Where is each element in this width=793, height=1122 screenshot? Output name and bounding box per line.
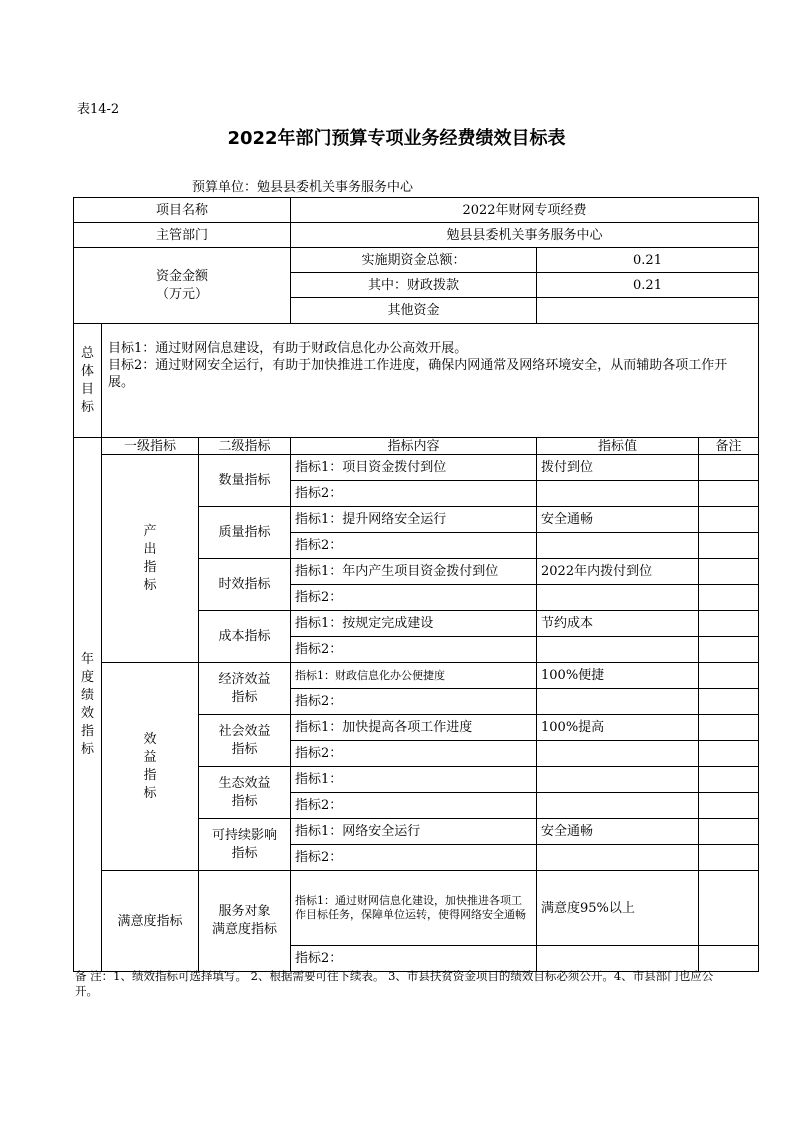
output-indicator-label	[102, 455, 199, 663]
indicator-value	[537, 533, 699, 559]
indicator-remark	[699, 507, 759, 533]
char: 标	[80, 741, 94, 757]
indicator-value	[537, 793, 699, 819]
col-header-content: 指标内容	[291, 438, 537, 455]
char: 指	[143, 559, 157, 575]
table-number: 表14-2	[77, 102, 120, 117]
fiscal-funds-value: 0.21	[537, 273, 759, 298]
level2-name	[199, 663, 291, 715]
indicator-content: 指标2：	[291, 845, 537, 871]
indicator-value	[537, 585, 699, 611]
indicator-remark	[699, 793, 759, 819]
indicator-content: 指标1：按规定完成建设	[291, 611, 537, 637]
indicator-value	[537, 689, 699, 715]
char: 总	[80, 345, 94, 361]
col-header-remark: 备注	[699, 438, 759, 455]
col-header-value: 指标值	[537, 438, 699, 455]
char: 标	[143, 785, 157, 801]
char: 度	[80, 669, 94, 685]
char: 绩	[80, 687, 94, 703]
indicator-value: 安全通畅	[537, 507, 699, 533]
project-name-label: 项目名称	[74, 198, 291, 223]
funds-label-line2: （万元）	[155, 286, 208, 302]
char: 效	[143, 731, 157, 747]
indicator-remark	[699, 585, 759, 611]
indicator-content: 指标1：财政信息化办公便捷度	[291, 663, 537, 689]
indicator-content: 指标2：	[291, 689, 537, 715]
level2-name-line1: 可持续影响	[211, 827, 277, 843]
char: 指	[80, 723, 94, 739]
level2-name-line1: 生态效益	[218, 775, 271, 791]
indicator-content: 指标2：	[291, 585, 537, 611]
satisfaction-indicator-label: 满意度指标	[102, 871, 199, 972]
fiscal-funds-label: 其中：财政拨款	[291, 273, 537, 298]
page-title: 2022年部门预算专项业务经费绩效目标表	[227, 128, 566, 149]
level2-name-line2: 指标	[231, 793, 258, 809]
indicator-remark	[699, 741, 759, 767]
col-header-level2: 二级指标	[199, 438, 291, 455]
indicator-value	[537, 946, 699, 972]
total-funds-value: 0.21	[537, 248, 759, 273]
char: 效	[80, 705, 94, 721]
budget-unit	[192, 176, 413, 195]
funds-label-line1: 资金金额	[155, 268, 208, 284]
indicator-value	[537, 481, 699, 507]
indicator-value	[537, 767, 699, 793]
indicator-content: 指标1：加快提高各项工作进度	[291, 715, 537, 741]
indicator-content: 指标2：	[291, 946, 537, 972]
total-funds-label: 实施期资金总额：	[291, 248, 537, 273]
dept-label: 主管部门	[74, 223, 291, 248]
indicator-value	[537, 845, 699, 871]
level2-name-line2: 指标	[231, 845, 258, 861]
overall-goal-text	[102, 324, 759, 438]
dept-value: 勉县县委机关事务服务中心	[291, 223, 759, 248]
indicator-remark	[699, 611, 759, 637]
char: 出	[143, 541, 157, 557]
indicator-value: 节约成本	[537, 611, 699, 637]
indicator-content: 指标1：项目资金拨付到位	[291, 455, 537, 481]
budget-unit-value: 勉县县委机关事务服务中心	[257, 180, 414, 195]
benefit-indicator-label	[102, 663, 199, 871]
col-header-level1: 一级指标	[102, 438, 199, 455]
indicator-value: 拨付到位	[537, 455, 699, 481]
project-name-value: 2022年财网专项经费	[291, 198, 759, 223]
indicator-content: 指标1：通过财网信息化建设，加快推进各项工作目标任务，保障单位运转，使得网络安全通畅	[291, 871, 537, 946]
level2-name-line2: 指标	[231, 741, 258, 757]
other-funds-label: 其他资金	[291, 298, 537, 324]
indicator-value: 安全通畅	[537, 819, 699, 845]
level2-name-line1: 社会效益	[218, 723, 271, 739]
performance-table	[73, 197, 759, 972]
level2-name: 质量指标	[199, 507, 291, 559]
overall-goal-label	[74, 324, 102, 438]
level2-name	[199, 871, 291, 972]
indicator-remark	[699, 767, 759, 793]
indicator-content: 指标1：网络安全运行	[291, 819, 537, 845]
char: 益	[143, 749, 157, 765]
indicator-value: 满意度95%以上	[537, 871, 699, 946]
indicator-value: 100%便捷	[537, 663, 699, 689]
indicator-remark	[699, 819, 759, 845]
indicator-remark	[699, 946, 759, 972]
char: 目	[80, 381, 94, 397]
level2-name	[199, 767, 291, 819]
indicator-remark	[699, 689, 759, 715]
indicator-remark	[699, 663, 759, 689]
indicator-content: 指标1：年内产生项目资金拨付到位	[291, 559, 537, 585]
level2-name: 数量指标	[199, 455, 291, 507]
char: 产	[143, 523, 157, 539]
char: 标	[143, 577, 157, 593]
indicator-remark	[699, 533, 759, 559]
indicator-content: 指标2：	[291, 533, 537, 559]
indicator-remark	[699, 481, 759, 507]
level2-name-line1: 服务对象	[218, 904, 271, 919]
indicator-value	[537, 741, 699, 767]
indicator-remark	[699, 637, 759, 663]
level2-name-line2: 指标	[231, 689, 258, 705]
level2-name-line1: 经济效益	[218, 671, 271, 687]
indicator-content: 指标1：	[291, 767, 537, 793]
funds-label	[74, 248, 291, 324]
indicator-remark	[699, 845, 759, 871]
indicator-content: 指标2：	[291, 741, 537, 767]
indicator-content: 指标2：	[291, 481, 537, 507]
indicator-content: 指标2：	[291, 793, 537, 819]
level2-name: 成本指标	[199, 611, 291, 663]
annual-indicator-label	[74, 438, 102, 972]
level2-name	[199, 715, 291, 767]
indicator-remark	[699, 559, 759, 585]
indicator-value: 100%提高	[537, 715, 699, 741]
goal-line-1: 目标1：通过财网信息建设，有助于财政信息化办公高效开展。	[108, 341, 468, 356]
indicator-remark	[699, 715, 759, 741]
indicator-value: 2022年内拨付到位	[537, 559, 699, 585]
level2-name	[199, 819, 291, 871]
indicator-remark	[699, 455, 759, 481]
char: 指	[143, 767, 157, 783]
char: 标	[80, 399, 94, 415]
footnote: 备 注：1、绩效指标可选择填写。 2、根据需要可往下续表。 3、市县扶贫资金项目的绩效目标必须公开。4、市县部门也应公开。	[75, 969, 714, 998]
indicator-content: 指标2：	[291, 637, 537, 663]
budget-unit-label: 预算单位：	[192, 180, 258, 195]
goal-line-2: 目标2：通过财网安全运行，有助于加快推进工作进度，确保内网通常及网络环境安全，从而辅助各项工作开展。	[108, 358, 728, 390]
char: 体	[80, 363, 94, 379]
indicator-remark	[699, 871, 759, 946]
level2-name-line2: 满意度指标	[211, 922, 277, 937]
indicator-value	[537, 637, 699, 663]
indicator-content: 指标1：提升网络安全运行	[291, 507, 537, 533]
level2-name: 时效指标	[199, 559, 291, 611]
other-funds-value	[537, 298, 759, 324]
char: 年	[80, 651, 94, 667]
